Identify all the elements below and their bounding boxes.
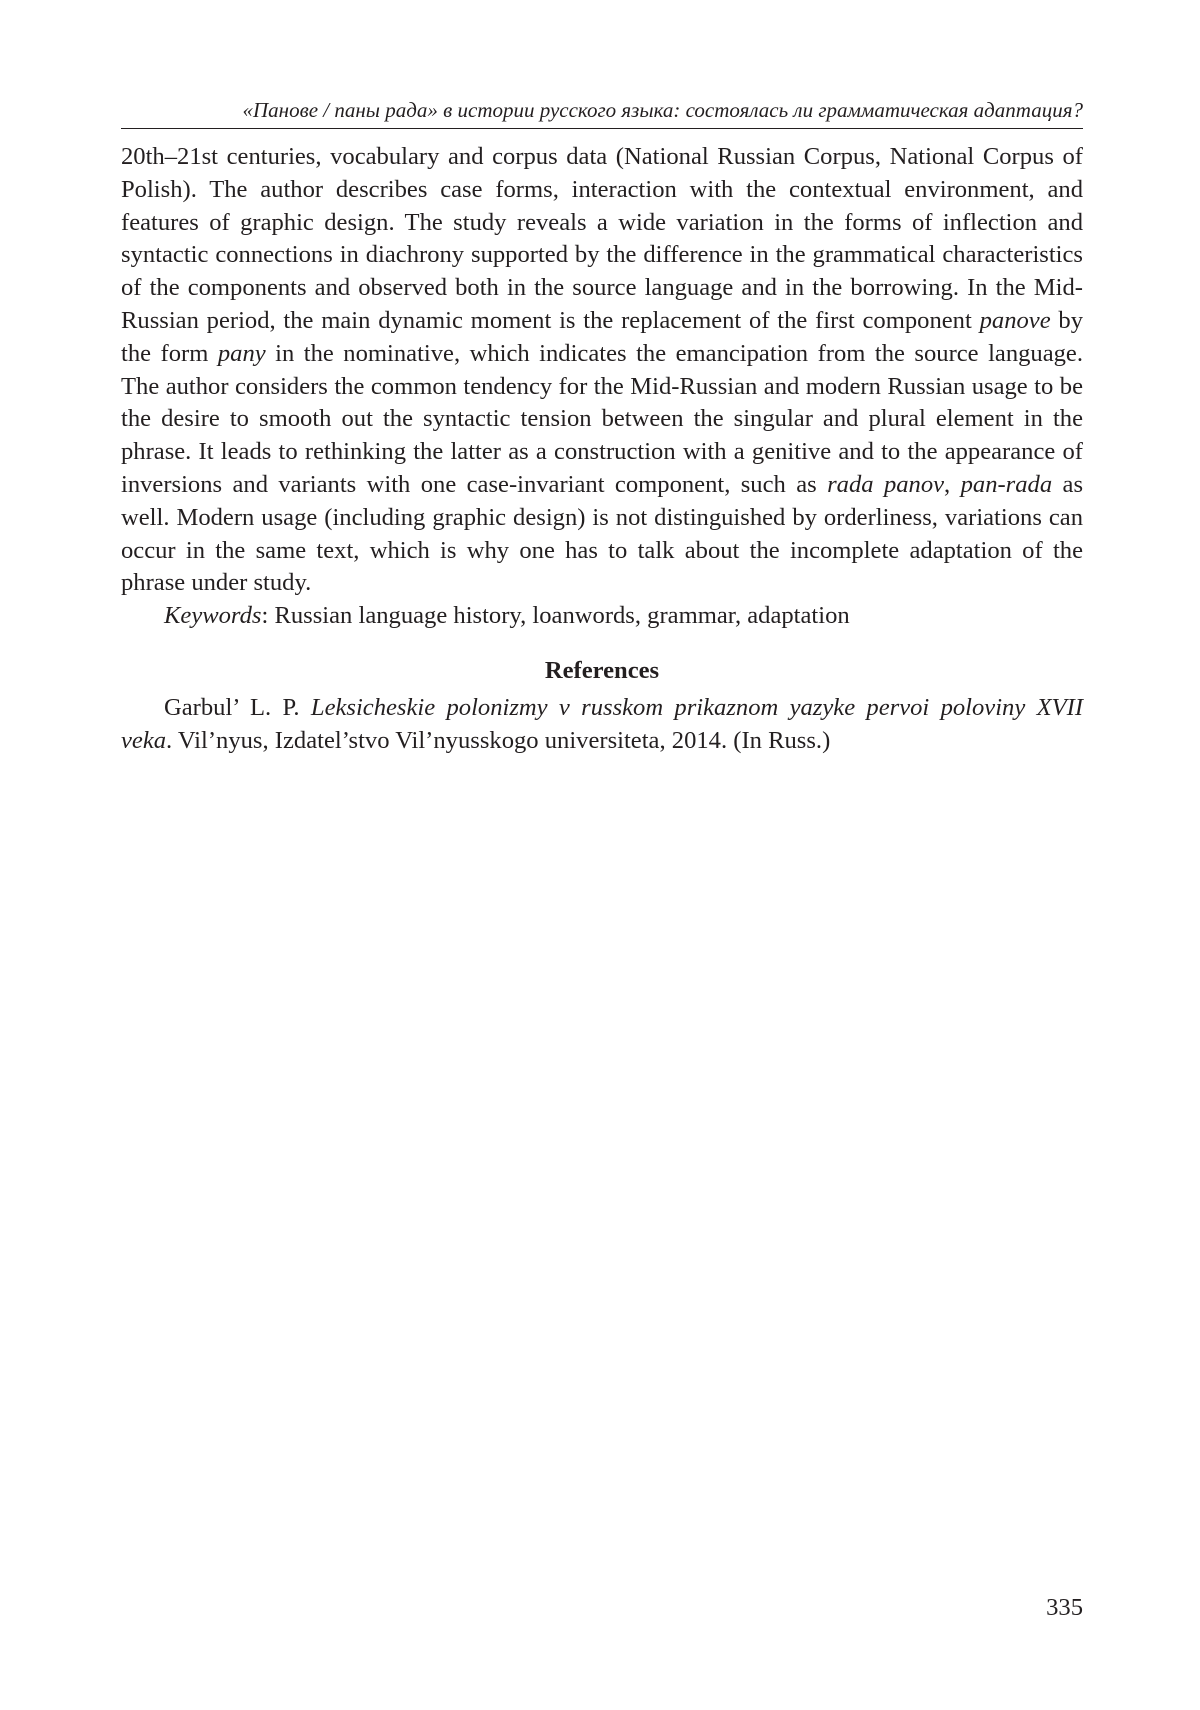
reference-title: Leksicheskie polonizmy v russkom prikaznom yazyke pervoi poloviny XVII veka (121, 693, 1084, 754)
abstract-text-3: in the nominative, which indicates the emancipation from the source language. The author considers the common tendency for the Mid-Russian and modern Russian usage to be the desire to smooth out the syntactic tension between the singular and plural element in the phrase. It leads to rethinking the latter as a construction with a genitive and to the appearance of inversions and variants with one case-invariant component, such as (121, 339, 1083, 498)
keywords-text: : Russian language history, loanwords, grammar, adaptation (261, 602, 850, 630)
document-page (121, 96, 1083, 757)
running-header: «Панове / паны рада» в истории русского языка: состоялась ли грамматическая адаптация? (121, 96, 1083, 129)
page-number: 335 (1046, 1594, 1083, 1621)
abstract-body (121, 141, 1083, 633)
abstract-text-1: 20th–21st centuries, vocabulary and corpus data (National Russian Corpus, National Corpus of Polish). The author describes case forms, interaction with the contextual environment, and features of graphic design. The study reveals a wide variation in the forms of inflection and syntactic connections in diachrony supported by the difference in the grammatical characteristics of the components and observed both in the source language and in the borrowing. In the Mid-Russian period, the main dynamic moment is the replacement of the first component (121, 143, 1083, 334)
abstract-text-2: by the form (121, 306, 1084, 367)
references-heading: References (544, 656, 660, 684)
keywords-line (121, 600, 1083, 633)
term-pan-rada: pan-rada (960, 470, 1053, 498)
term-pany: pany (217, 339, 266, 367)
abstract-text-4: , (944, 470, 961, 498)
keywords-label: Keywords (164, 602, 262, 630)
reference-item (121, 692, 1083, 758)
reference-details: . Vil’nyus, Izdatel’stvo Vil’nyusskogo universiteta, 2014. (In Russ.) (166, 726, 831, 754)
abstract-text-5: as well. Modern usage (including graphic design) is not distinguished by orderliness, variations can occur in the same text, which is why one has to talk about the incomplete adaptation of the phrase under study. (121, 470, 1084, 597)
term-rada-panov: rada panov (827, 470, 945, 498)
reference-author: Garbul’ L. P. (164, 693, 311, 721)
term-panove: panove (979, 306, 1051, 334)
abstract-paragraph (121, 141, 1083, 600)
